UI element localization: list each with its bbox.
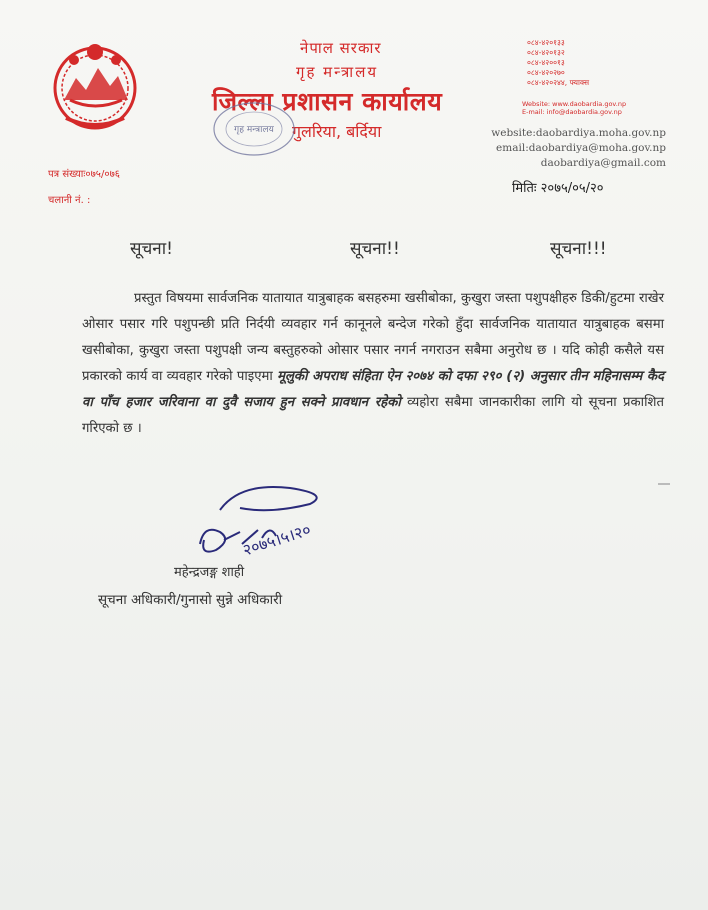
notice-title: सूचना!! bbox=[350, 239, 400, 259]
signature-date-text: २०७५।५।२० bbox=[240, 519, 314, 560]
signatory-title: सूचना अधिकारी/गुनासो सुन्ने अधिकारी bbox=[98, 592, 283, 608]
government-name: नेपाल सरकार bbox=[300, 39, 382, 57]
letter-date: मितिः २०७५/०५/२० bbox=[512, 181, 604, 196]
dispatch-number: चलानी नं. : bbox=[48, 195, 91, 206]
email-red: E-mail: info@daobardia.gov.np bbox=[522, 108, 622, 116]
website-link[interactable]: website:daobardiya.moha.gov.np bbox=[491, 127, 666, 139]
office-seal-icon bbox=[208, 98, 300, 160]
phone-number: ०८४-४२०१३२ bbox=[527, 48, 565, 57]
website-red: Website: www.daobardia.gov.np bbox=[522, 100, 627, 108]
contact-block bbox=[491, 126, 666, 171]
body-text-part: प्रस्तुत विषयमा सार्वजनिक यातायात यात्रुबाहक बसहरुमा खसीबोका, कुखुरा जस्ता पशुपक्षीहरु डिकी/हुटमा राखेर ओसार पसार गरि पशुपन्छी प्रति निर्दयी व्यवहार गर्न कानूनले बन्देज गरेको हुँदा सार्वजनिक यातायात यात्रुबाहक बसमा खसीबोका, कुखुरा जस्ता पशुपक्षी जन्य बस्तुहरुको ओसार पसार नगर्न नगराउन सबैमा अनुरोध छ । यदि कोही कसैले यस प्रकारको कार्य वा व्यवहार गरेको पाइएमा bbox=[82, 291, 664, 384]
nepal-emblem-icon bbox=[46, 38, 144, 134]
email-link[interactable]: email:daobardiya@moha.gov.np bbox=[496, 142, 666, 154]
notice-body bbox=[82, 286, 664, 442]
seal-text: गृह मन्त्रालय bbox=[234, 125, 274, 135]
phone-list bbox=[527, 38, 589, 88]
phone-number: ०८४-४२००१३ bbox=[527, 58, 565, 67]
body-text-part: व्यहोरा सबैमा जानकारीका लागि यो सूचना प्रकाशित गरिएको छ । bbox=[82, 395, 664, 436]
office-location: गुलरिया, बर्दिया bbox=[292, 122, 382, 141]
office-name: जिल्ला प्रशासन कार्यालय bbox=[212, 87, 443, 116]
letter-number: पत्र संख्याः०७५/०७६ bbox=[48, 169, 120, 180]
signatory-name: महेन्द्रजङ्ग शाही bbox=[174, 565, 245, 580]
signature-icon bbox=[180, 474, 380, 566]
ministry-name: गृह मन्त्रालय bbox=[296, 63, 379, 81]
notice-title: सूचना! bbox=[130, 239, 173, 259]
web-red bbox=[522, 100, 626, 116]
phone-number: ०८४-४२०१३३ bbox=[527, 38, 565, 47]
phone-number: ०८४-४२०२४४, फ्याक्स bbox=[527, 78, 590, 87]
gmail-link[interactable]: daobardiya@gmail.com bbox=[540, 157, 666, 169]
legal-emphasis: मूलुकी अपराध संहिता ऐन २०७४ को दफा २९० (२) अनुसार तीन महिनासम्म कैद वा पाँच हजार जरिवाना वा दुवै सजाय हुन सक्ने प्रावधान रहेको bbox=[82, 369, 664, 410]
stray-mark bbox=[658, 483, 670, 485]
notice-title: सूचना!!! bbox=[550, 239, 607, 259]
phone-number: ०८४-४२०२७० bbox=[527, 68, 565, 77]
